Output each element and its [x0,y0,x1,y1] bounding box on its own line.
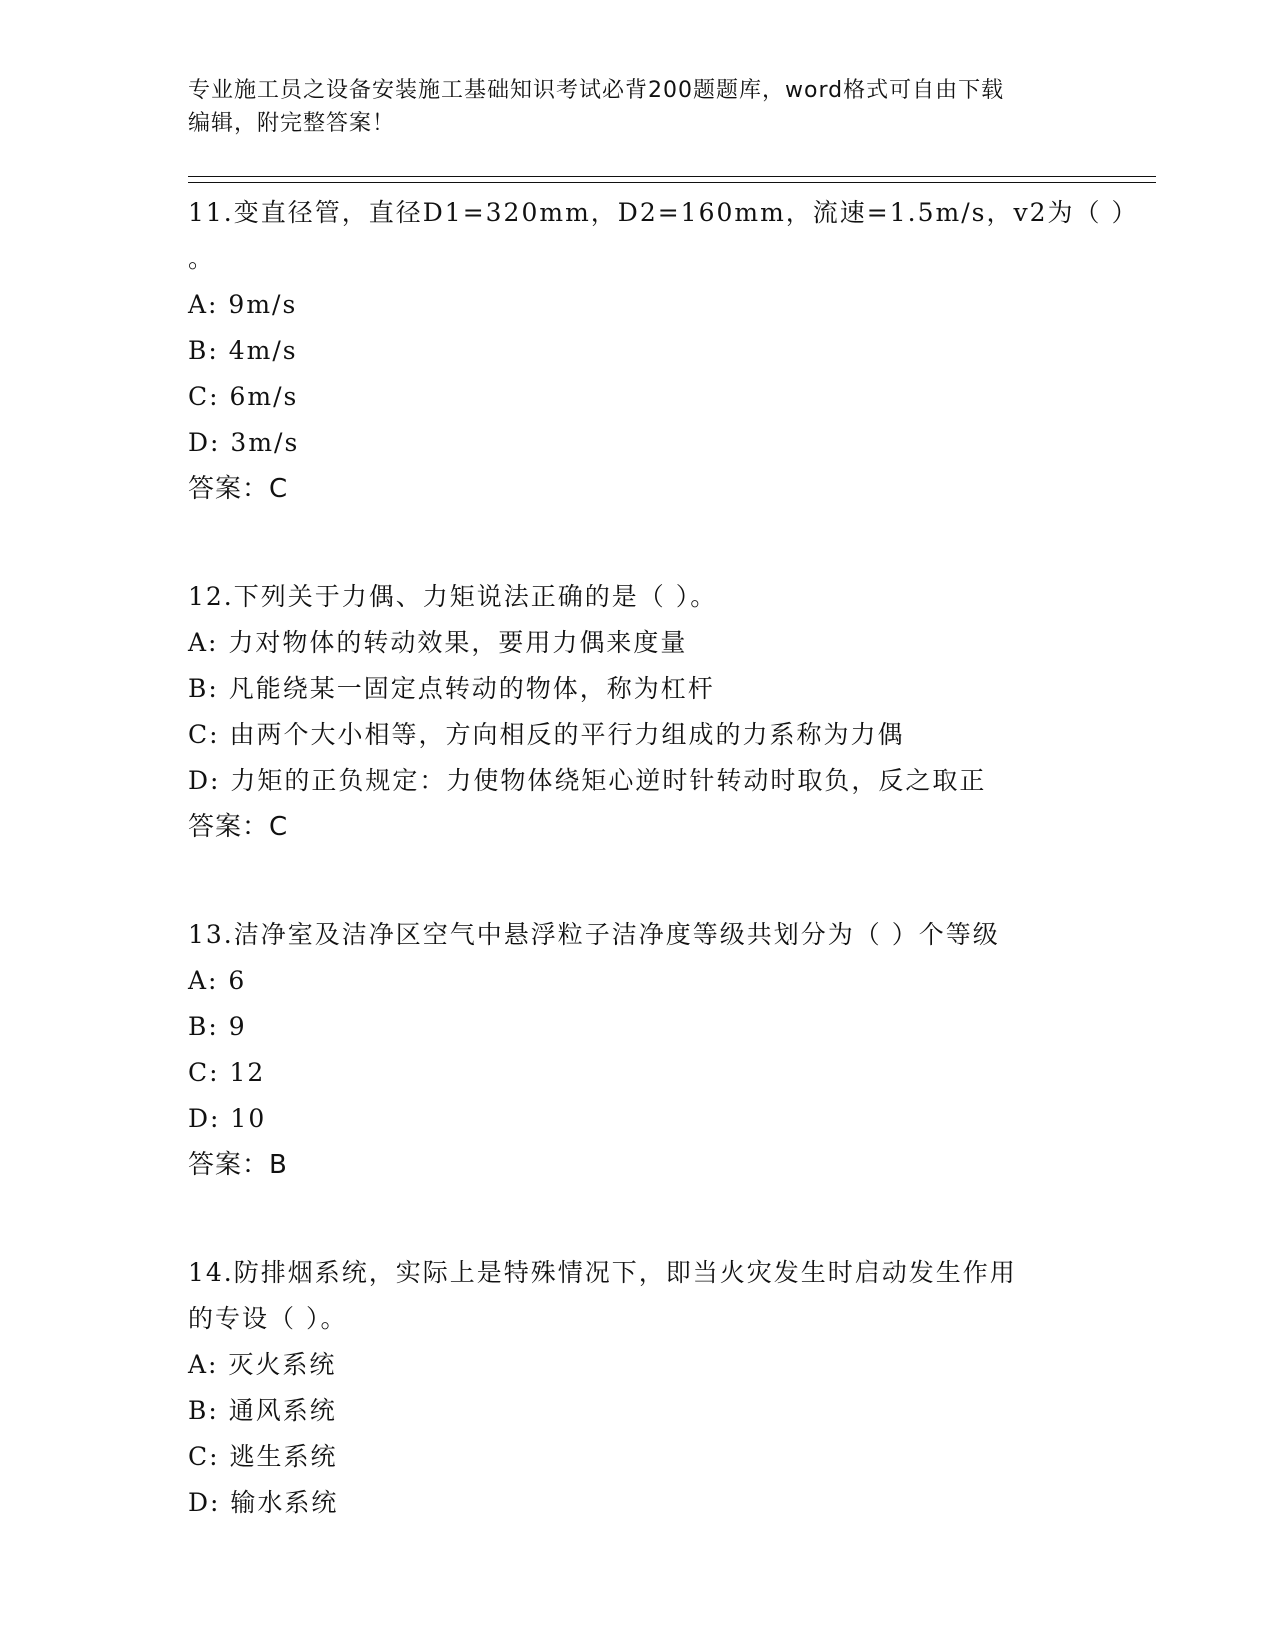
answer: 答案：C [188,474,289,504]
option-c: C: 由两个大小相等，方向相反的平行力组成的力系称为力偶 [188,720,905,749]
answer: 答案：C [188,812,289,842]
option-a: A: 6 [188,966,247,995]
question-11 [188,190,1139,512]
option-c: C: 6m/s [188,382,299,411]
question-stem: 12.下列关于力偶、力矩说法正确的是（ ）。 [188,582,718,611]
option-b: B: 通风系统 [188,1396,337,1425]
option-d: D: 10 [188,1104,267,1133]
option-b: B: 4m/s [188,336,298,365]
option-b: B: 9 [188,1012,247,1041]
question-stem: 13.洁净室及洁净区空气中悬浮粒子洁净度等级共划分为（ ）个等级 [188,920,1000,949]
question-stem: 14.防排烟系统，实际上是特殊情况下，即当火灾发生时启动发生作用 [188,1258,1017,1287]
question-stem-continued: 。 [188,244,216,273]
option-c: C: 12 [188,1058,266,1087]
option-d: D: 输水系统 [188,1488,339,1517]
document-header [188,74,1068,140]
question-list [188,190,1139,1526]
header-divider-bottom [188,182,1156,183]
option-a: A: 灭火系统 [188,1350,337,1379]
question-stem: 11.变直径管，直径D1=320mm，D2=160mm，流速=1.5m/s，v2为（ ） [188,198,1139,227]
answer: 答案：B [188,1150,288,1180]
option-d: D: 3m/s [188,428,300,457]
header-line-1: 专业施工员之设备安装施工基础知识考试必背200题题库，word格式可自由下载 [188,78,1005,103]
question-12 [188,574,1088,850]
question-stem-continued: 的专设（ ）。 [188,1304,348,1333]
question-14 [188,1250,1088,1526]
option-d: D: 力矩的正负规定：力使物体绕矩心逆时针转动时取负，反之取正 [188,766,987,795]
question-13 [188,912,1088,1188]
option-a: A: 力对物体的转动效果，要用力偶来度量 [188,628,688,657]
header-line-2: 编辑，附完整答案！ [188,111,396,136]
option-b: B: 凡能绕某一固定点转动的物体，称为杠杆 [188,674,715,703]
header-divider-top [188,176,1156,177]
option-c: C: 逃生系统 [188,1442,338,1471]
option-a: A: 9m/s [188,290,298,319]
